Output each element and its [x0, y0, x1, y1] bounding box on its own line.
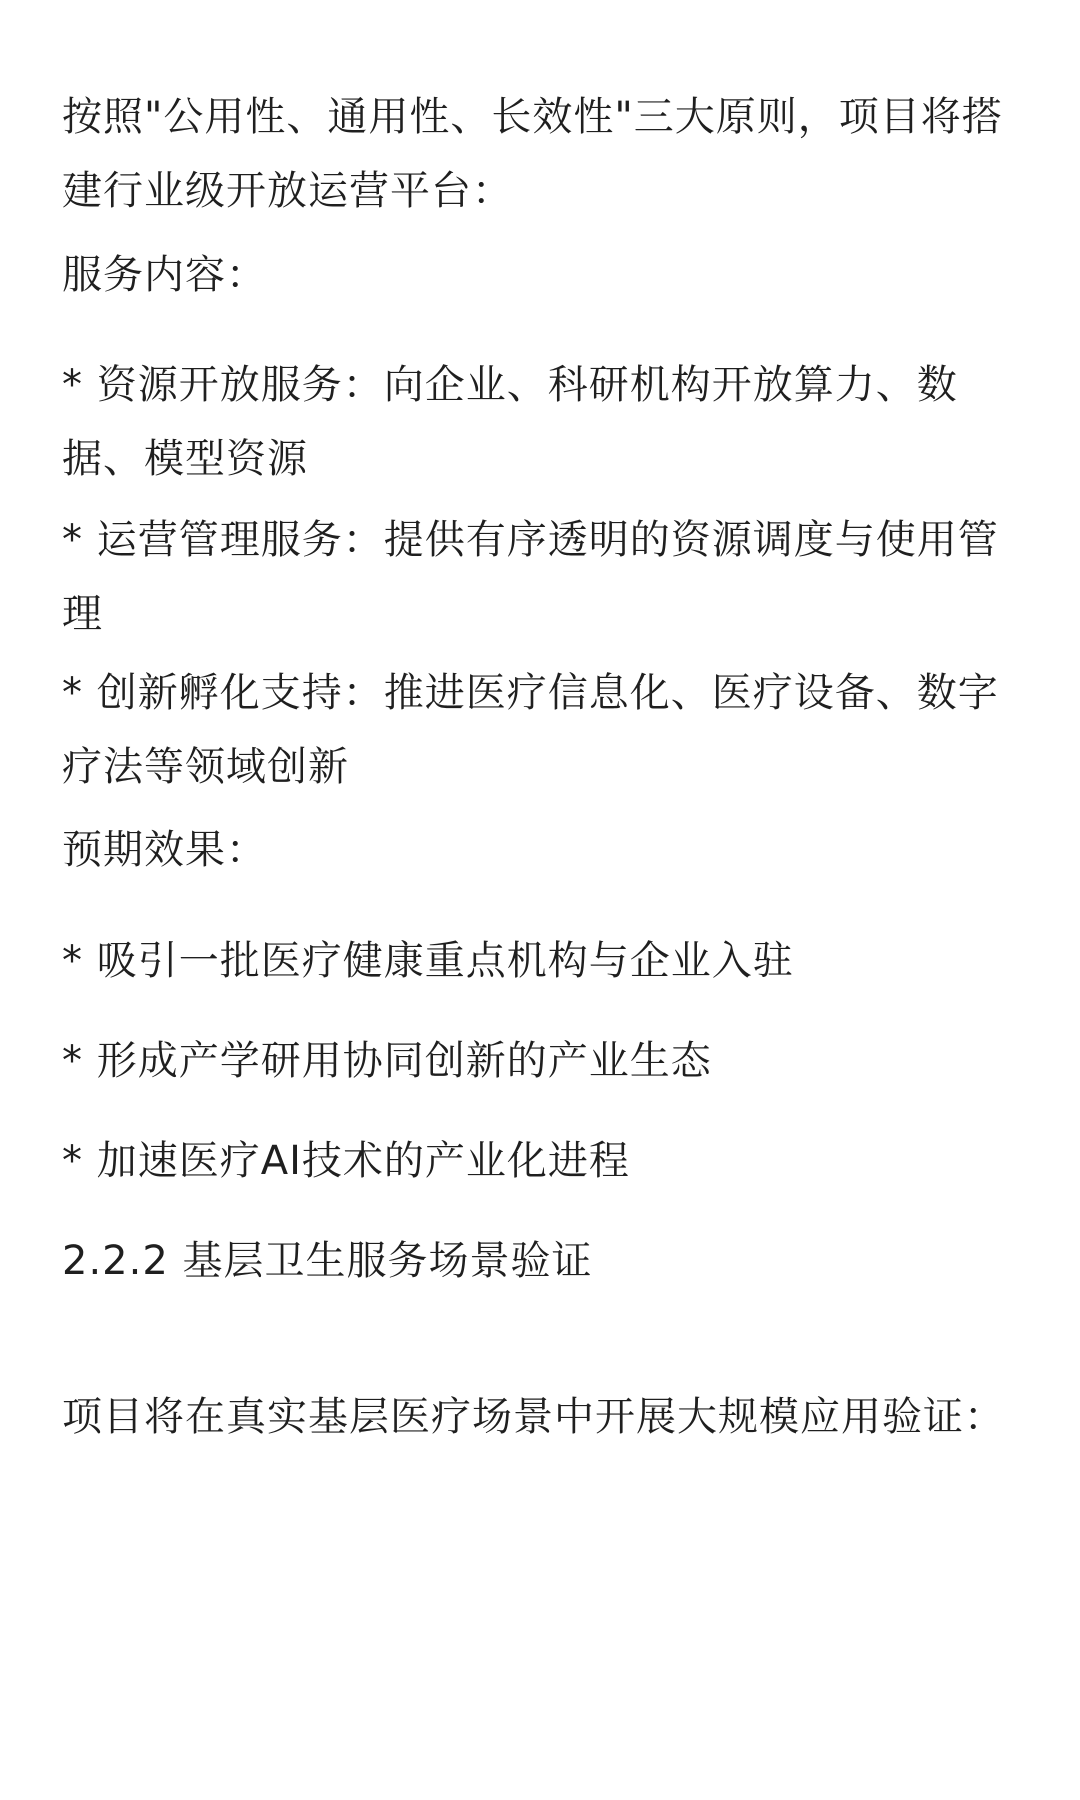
service-item-incubation: * 创新孵化支持：推进医疗信息化、医疗设备、数字疗法等领域创新	[62, 670, 999, 790]
closing-paragraph: 项目将在真实基层医疗场景中开展大规模应用验证：	[62, 1394, 1005, 1440]
section-heading: 2.2.2 基层卫生服务场景验证	[62, 1238, 593, 1284]
effect-item-attract: * 吸引一批医疗健康重点机构与企业入驻	[62, 938, 794, 984]
effect-heading: 预期效果：	[62, 827, 267, 873]
effect-item-ecosystem: * 形成产学研用协同创新的产业生态	[62, 1038, 712, 1084]
service-item-operation: * 运营管理服务：提供有序透明的资源调度与使用管理	[62, 517, 999, 637]
effect-item-industrialization: * 加速医疗AI技术的产业化进程	[62, 1138, 630, 1184]
intro-paragraph: 按照"公用性、通用性、长效性"三大原则，项目将搭建行业级开放运营平台：	[62, 94, 1003, 214]
service-item-resource: * 资源开放服务：向企业、科研机构开放算力、数据、模型资源	[62, 362, 958, 482]
service-heading: 服务内容：	[62, 252, 267, 298]
